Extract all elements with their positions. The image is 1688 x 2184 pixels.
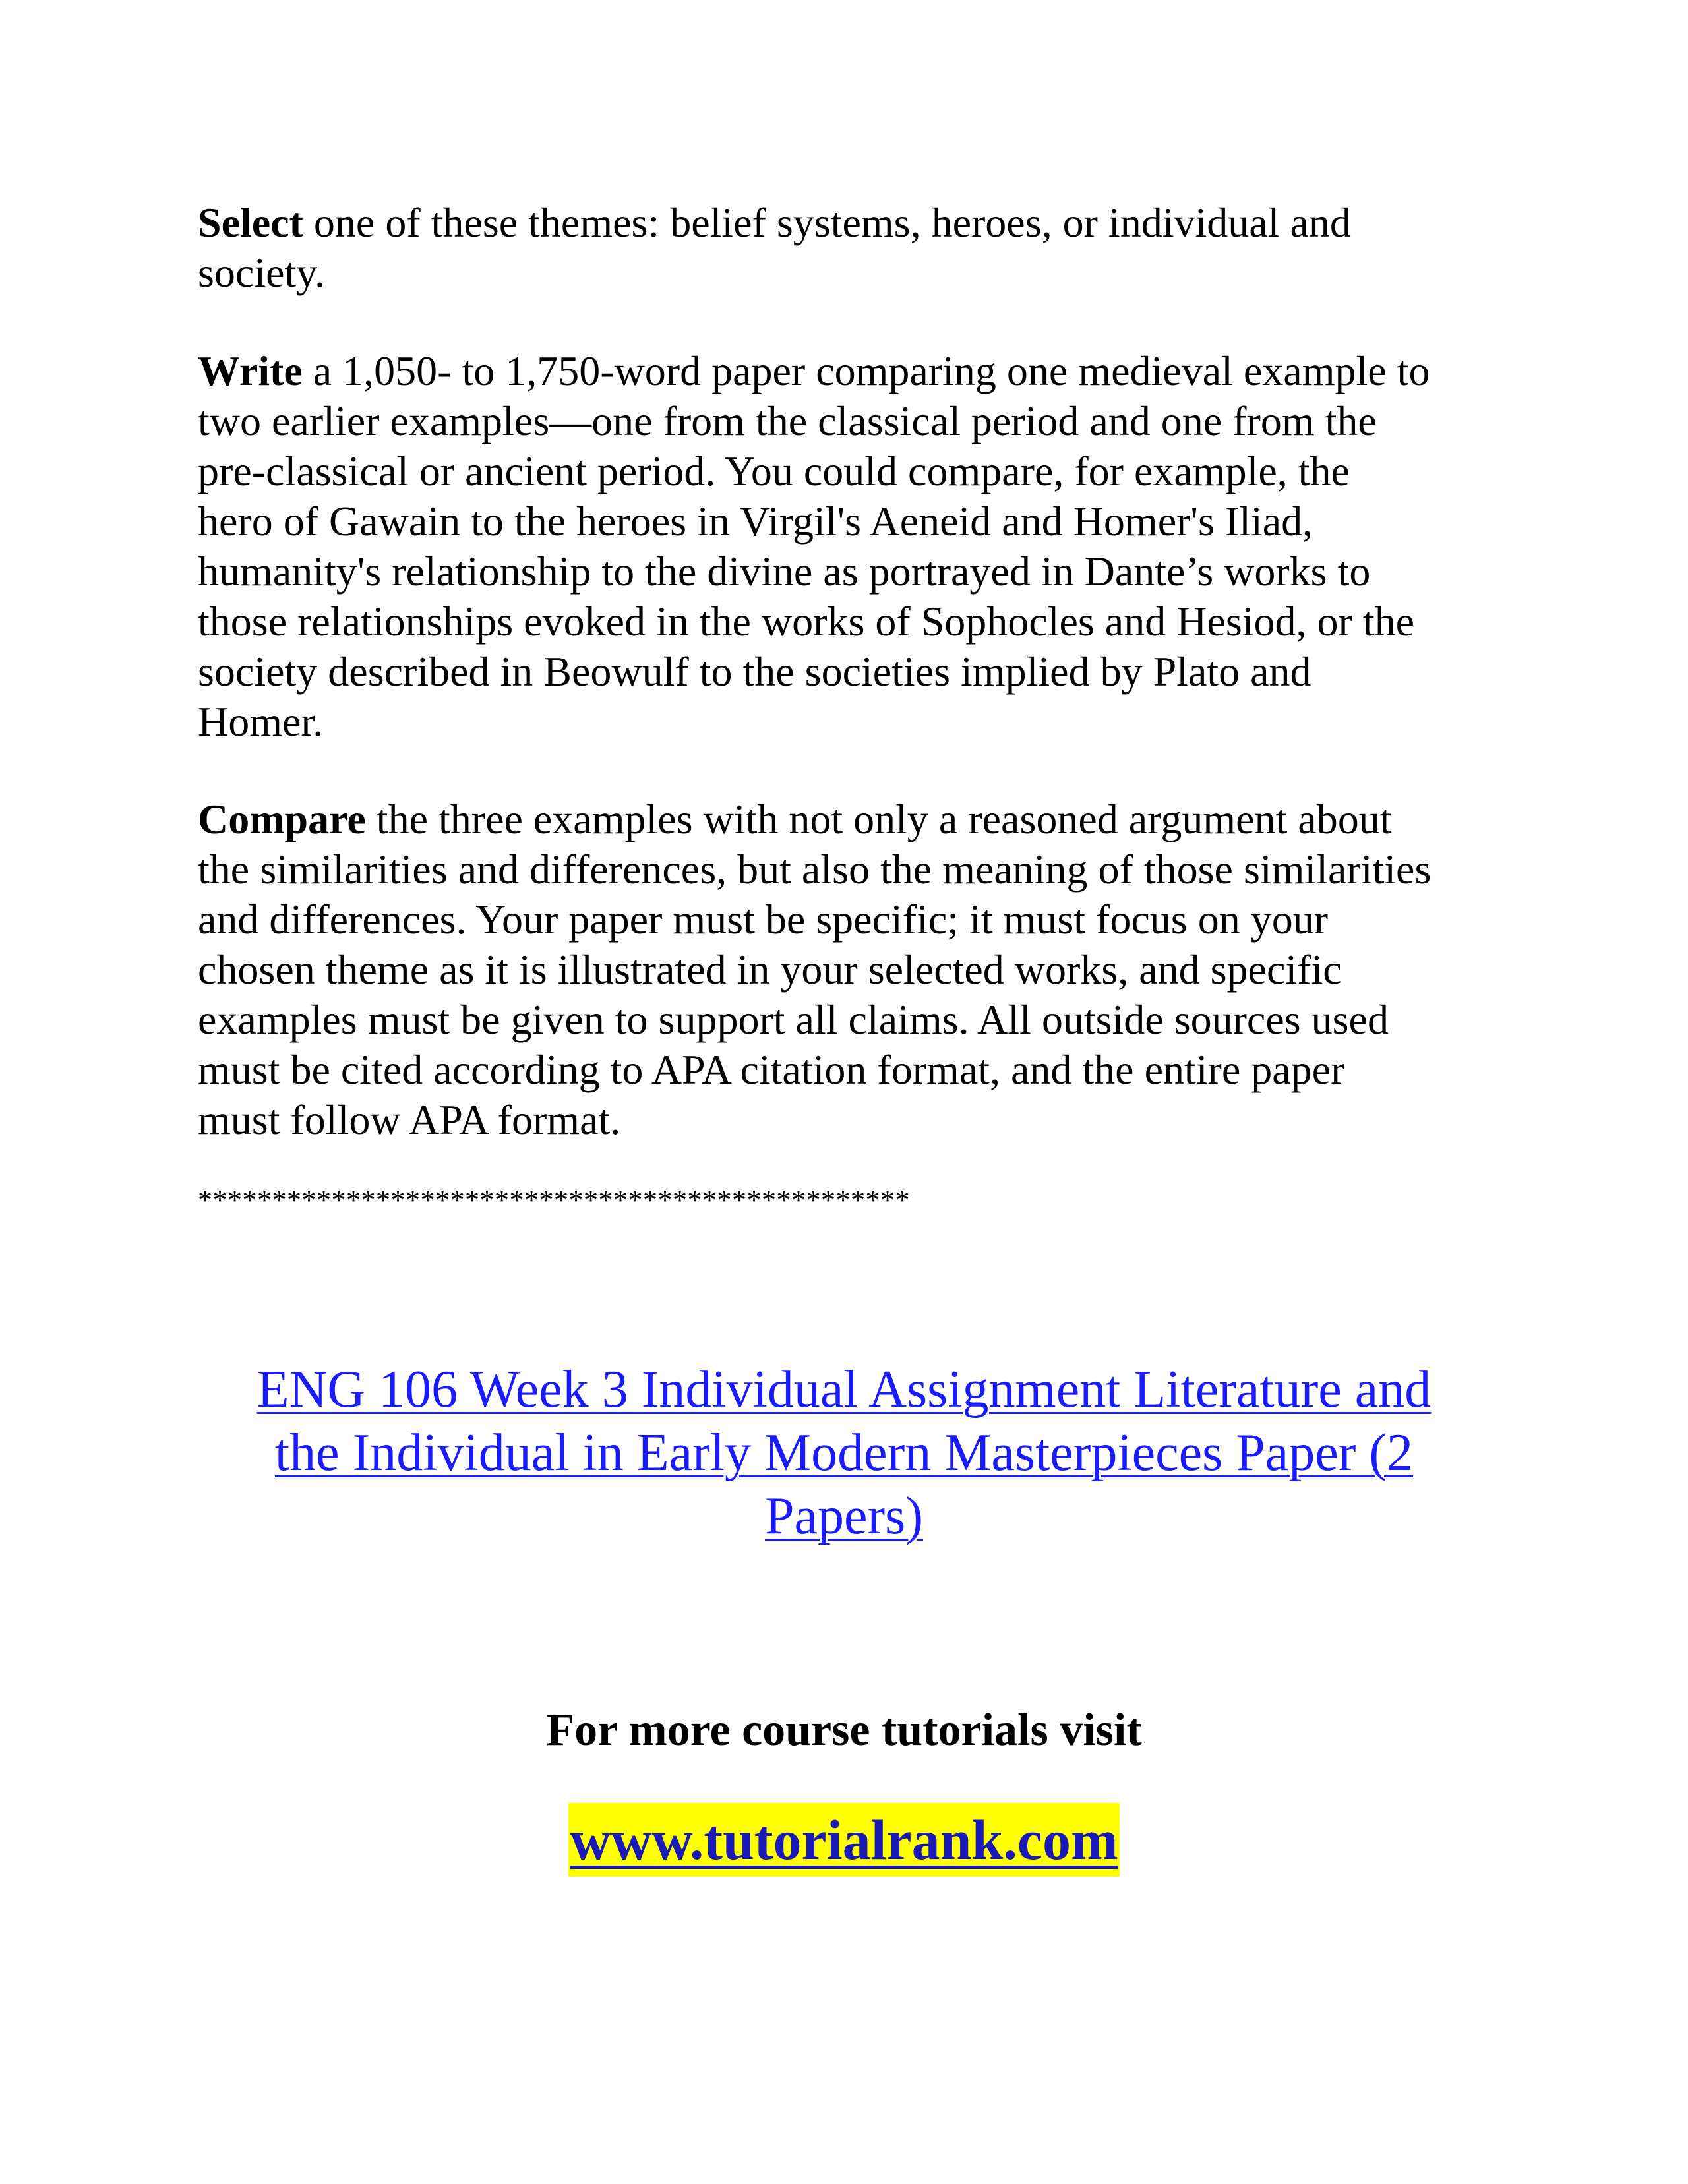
paragraph-write	[198, 346, 1517, 747]
paragraph-compare	[198, 794, 1517, 1145]
paragraph-compare-lead: Compare	[198, 796, 366, 842]
paragraph-select	[198, 198, 1517, 298]
asterisk-separator: ************************************************	[198, 1184, 910, 1216]
website-link[interactable]: www.tutorialrank.com	[568, 1803, 1119, 1877]
more-tutorials-label: For more course tutorials visit	[546, 1705, 1142, 1756]
site-link-container	[0, 1803, 1688, 1877]
assignment-title-link[interactable]: ENG 106 Week 3 Individual Assignment Literature and the Individual in Early Modern Masterpieces Paper (2 Papers)	[256, 1361, 1432, 1545]
paragraph-write-text: a 1,050- to 1,750-word paper comparing one medieval example to two earlier examples—one from the classical period and one from the pre-classical or ancient period. You could compare, for example, the hero of Gawain to the heroes in Virgil's Aeneid and Homer's Iliad, humanity's relationship to the divine as portrayed in Dante’s works to those relationships evoked in the works of Sophocles and Hesiod, or the society described in Beowulf to the societies implied by Plato and Homer.	[198, 347, 1430, 745]
paragraph-select-text: one of these themes: belief systems, heroes, or individual and society.	[198, 199, 1351, 296]
paragraph-compare-text: the three examples with not only a reasoned argument about the similarities and differences, but also the meaning of those similarities and differences. Your paper must be specific; it must focus on your chosen theme as it is illustrated in your selected works, and specific examples must be given to support all claims. All outside sources used must be cited according to APA citation format, and the entire paper must follow APA format.	[198, 796, 1432, 1143]
paragraph-select-lead: Select	[198, 199, 303, 246]
paragraph-write-lead: Write	[198, 347, 303, 394]
